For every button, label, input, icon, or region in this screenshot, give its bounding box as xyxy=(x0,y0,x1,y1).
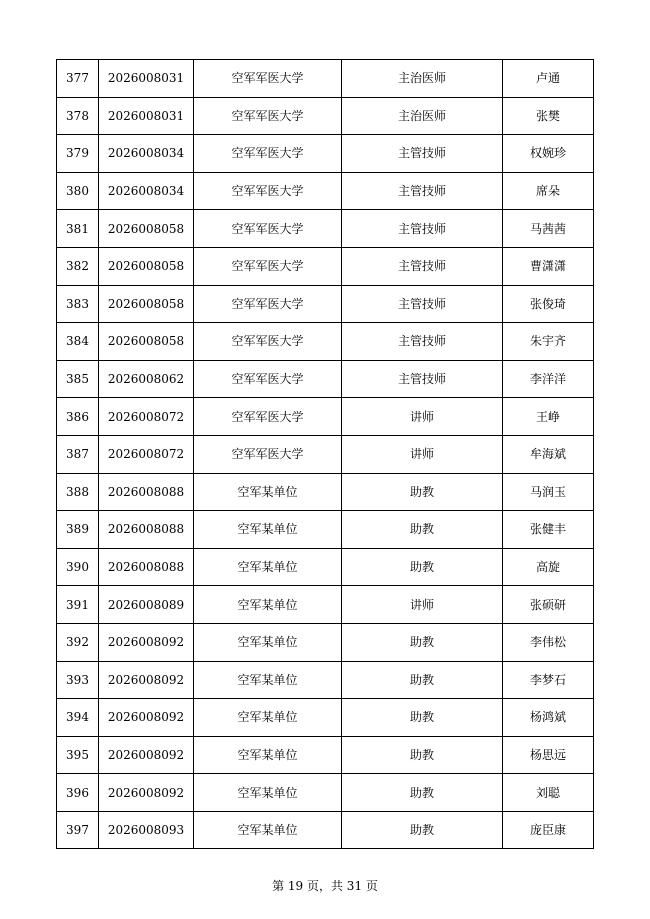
unit-cell: 空军军医大学 xyxy=(194,360,342,398)
table-row xyxy=(57,97,594,135)
job-title-cell: 助教 xyxy=(342,774,503,812)
table-row xyxy=(57,661,594,699)
person-name-cell: 朱宇齐 xyxy=(503,323,594,361)
row-index-cell: 397 xyxy=(57,811,99,849)
unit-cell: 空军军医大学 xyxy=(194,247,342,285)
unit-cell: 空军军医大学 xyxy=(194,97,342,135)
job-title-cell: 讲师 xyxy=(342,586,503,624)
row-index-cell: 391 xyxy=(57,586,99,624)
unit-cell: 空军某单位 xyxy=(194,548,342,586)
person-name-cell: 王峥 xyxy=(503,398,594,436)
position-code-cell: 2026008062 xyxy=(99,360,194,398)
table-row xyxy=(57,774,594,812)
job-title-cell: 主管技师 xyxy=(342,360,503,398)
job-title-cell: 助教 xyxy=(342,811,503,849)
table-row xyxy=(57,811,594,849)
row-index-cell: 379 xyxy=(57,135,99,173)
person-name-cell: 卢通 xyxy=(503,60,594,98)
person-name-cell: 李梦石 xyxy=(503,661,594,699)
unit-cell: 空军军医大学 xyxy=(194,210,342,248)
job-title-cell: 助教 xyxy=(342,548,503,586)
position-code-cell: 2026008031 xyxy=(99,97,194,135)
page-footer: 第 19 页，共 31 页 xyxy=(272,879,378,893)
row-index-cell: 378 xyxy=(57,97,99,135)
table-row xyxy=(57,247,594,285)
unit-cell: 空军某单位 xyxy=(194,586,342,624)
row-index-cell: 385 xyxy=(57,360,99,398)
table-row xyxy=(57,736,594,774)
person-name-cell: 张俊琦 xyxy=(503,285,594,323)
row-index-cell: 388 xyxy=(57,473,99,511)
person-name-cell: 李伟松 xyxy=(503,623,594,661)
position-code-cell: 2026008034 xyxy=(99,172,194,210)
position-code-cell: 2026008031 xyxy=(99,60,194,98)
unit-cell: 空军军医大学 xyxy=(194,172,342,210)
table-row xyxy=(57,699,594,737)
unit-cell: 空军某单位 xyxy=(194,473,342,511)
row-index-cell: 377 xyxy=(57,60,99,98)
position-code-cell: 2026008072 xyxy=(99,398,194,436)
row-index-cell: 382 xyxy=(57,247,99,285)
job-title-cell: 助教 xyxy=(342,661,503,699)
row-index-cell: 387 xyxy=(57,435,99,473)
unit-cell: 空军军医大学 xyxy=(194,398,342,436)
row-index-cell: 389 xyxy=(57,511,99,549)
position-code-cell: 2026008092 xyxy=(99,736,194,774)
unit-cell: 空军军医大学 xyxy=(194,60,342,98)
unit-cell: 空军某单位 xyxy=(194,661,342,699)
person-name-cell: 张樊 xyxy=(503,97,594,135)
row-index-cell: 381 xyxy=(57,210,99,248)
table-row xyxy=(57,323,594,361)
row-index-cell: 383 xyxy=(57,285,99,323)
person-name-cell: 权婉珍 xyxy=(503,135,594,173)
unit-cell: 空军军医大学 xyxy=(194,435,342,473)
unit-cell: 空军某单位 xyxy=(194,774,342,812)
table-row xyxy=(57,360,594,398)
position-code-cell: 2026008058 xyxy=(99,247,194,285)
unit-cell: 空军某单位 xyxy=(194,511,342,549)
job-title-cell: 主管技师 xyxy=(342,172,503,210)
table-row xyxy=(57,172,594,210)
position-code-cell: 2026008092 xyxy=(99,623,194,661)
position-code-cell: 2026008034 xyxy=(99,135,194,173)
position-code-cell: 2026008058 xyxy=(99,210,194,248)
roster-table-body xyxy=(57,60,594,849)
row-index-cell: 395 xyxy=(57,736,99,774)
table-row xyxy=(57,435,594,473)
row-index-cell: 380 xyxy=(57,172,99,210)
position-code-cell: 2026008093 xyxy=(99,811,194,849)
job-title-cell: 主管技师 xyxy=(342,247,503,285)
job-title-cell: 主管技师 xyxy=(342,285,503,323)
unit-cell: 空军军医大学 xyxy=(194,285,342,323)
job-title-cell: 主管技师 xyxy=(342,323,503,361)
table-row xyxy=(57,548,594,586)
job-title-cell: 助教 xyxy=(342,736,503,774)
job-title-cell: 助教 xyxy=(342,473,503,511)
row-index-cell: 393 xyxy=(57,661,99,699)
position-code-cell: 2026008089 xyxy=(99,586,194,624)
row-index-cell: 392 xyxy=(57,623,99,661)
position-code-cell: 2026008088 xyxy=(99,511,194,549)
person-name-cell: 牟海斌 xyxy=(503,435,594,473)
job-title-cell: 助教 xyxy=(342,623,503,661)
position-code-cell: 2026008088 xyxy=(99,548,194,586)
position-code-cell: 2026008092 xyxy=(99,774,194,812)
person-name-cell: 刘聪 xyxy=(503,774,594,812)
row-index-cell: 386 xyxy=(57,398,99,436)
job-title-cell: 主管技师 xyxy=(342,210,503,248)
unit-cell: 空军某单位 xyxy=(194,699,342,737)
position-code-cell: 2026008058 xyxy=(99,323,194,361)
person-name-cell: 庞臣康 xyxy=(503,811,594,849)
person-name-cell: 曹潇潇 xyxy=(503,247,594,285)
unit-cell: 空军某单位 xyxy=(194,811,342,849)
table-row xyxy=(57,135,594,173)
table-row xyxy=(57,473,594,511)
job-title-cell: 主管技师 xyxy=(342,135,503,173)
job-title-cell: 助教 xyxy=(342,699,503,737)
person-name-cell: 杨鸿斌 xyxy=(503,699,594,737)
table-row xyxy=(57,398,594,436)
position-code-cell: 2026008088 xyxy=(99,473,194,511)
table-row xyxy=(57,511,594,549)
job-title-cell: 讲师 xyxy=(342,398,503,436)
position-code-cell: 2026008072 xyxy=(99,435,194,473)
person-name-cell: 马茜茜 xyxy=(503,210,594,248)
job-title-cell: 助教 xyxy=(342,511,503,549)
person-name-cell: 杨思远 xyxy=(503,736,594,774)
table-row xyxy=(57,210,594,248)
unit-cell: 空军军医大学 xyxy=(194,135,342,173)
person-name-cell: 高旋 xyxy=(503,548,594,586)
row-index-cell: 396 xyxy=(57,774,99,812)
unit-cell: 空军军医大学 xyxy=(194,323,342,361)
table-row xyxy=(57,285,594,323)
table-row xyxy=(57,60,594,98)
person-name-cell: 马润玉 xyxy=(503,473,594,511)
person-name-cell: 张硕研 xyxy=(503,586,594,624)
person-name-cell: 李洋洋 xyxy=(503,360,594,398)
table-row xyxy=(57,586,594,624)
row-index-cell: 390 xyxy=(57,548,99,586)
position-code-cell: 2026008092 xyxy=(99,699,194,737)
row-index-cell: 384 xyxy=(57,323,99,361)
unit-cell: 空军某单位 xyxy=(194,623,342,661)
position-code-cell: 2026008092 xyxy=(99,661,194,699)
unit-cell: 空军某单位 xyxy=(194,736,342,774)
row-index-cell: 394 xyxy=(57,699,99,737)
person-name-cell: 张健丰 xyxy=(503,511,594,549)
job-title-cell: 主治医师 xyxy=(342,97,503,135)
job-title-cell: 主治医师 xyxy=(342,60,503,98)
person-name-cell: 席朵 xyxy=(503,172,594,210)
table-row xyxy=(57,623,594,661)
position-code-cell: 2026008058 xyxy=(99,285,194,323)
roster-table xyxy=(56,59,594,849)
job-title-cell: 讲师 xyxy=(342,435,503,473)
